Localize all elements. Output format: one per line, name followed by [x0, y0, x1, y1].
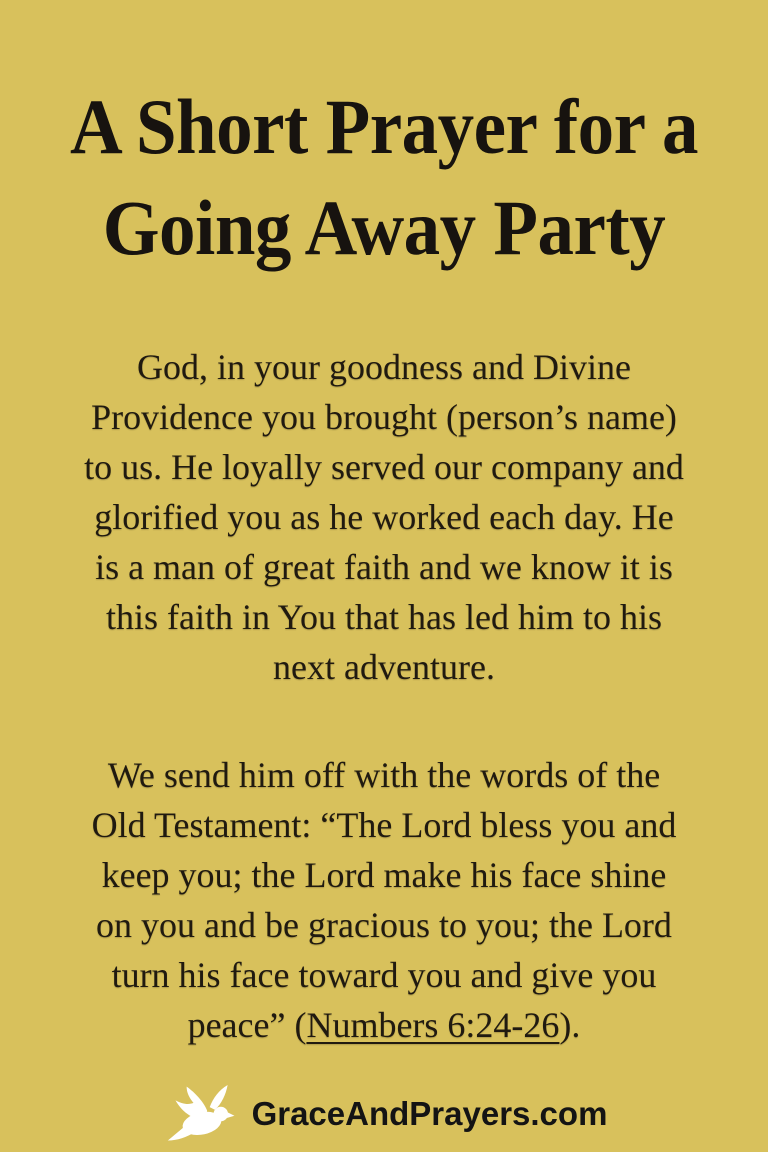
- prayer-paragraph-2: [0, 750, 768, 1050]
- dove-icon: [161, 1084, 243, 1144]
- page-title: [0, 76, 768, 278]
- prayer-line: We send him off with the words of the: [107, 755, 661, 795]
- prayer-line: glorified you as he worked each day. He: [94, 497, 674, 537]
- reference-prefix: peace” (: [187, 1005, 307, 1045]
- prayer-line: on you and be gracious to you; the Lord: [96, 905, 672, 945]
- reference-suffix: ).: [559, 1005, 581, 1045]
- site-branding: [0, 1084, 768, 1144]
- prayer-paragraph-1: [0, 342, 768, 692]
- prayer-line: Old Testament: “The Lord bless you and: [91, 805, 677, 845]
- prayer-line: to us. He loyally served our company and: [84, 447, 684, 487]
- prayer-line: this faith in You that has led him to his: [105, 597, 662, 637]
- prayer-line: keep you; the Lord make his face shine: [101, 855, 667, 895]
- prayer-line: is a man of great faith and we know it is: [95, 547, 673, 587]
- scripture-reference-link[interactable]: Numbers 6:24-26: [306, 1005, 560, 1045]
- site-name: GraceAndPrayers.com: [251, 1095, 608, 1132]
- prayer-line-reference: [0, 1000, 768, 1050]
- prayer-line: God, in your goodness and Divine: [137, 347, 631, 387]
- title-line-1: A Short Prayer for a: [70, 82, 698, 171]
- prayer-line: Providence you brought (person’s name): [91, 397, 677, 437]
- title-line-2: Going Away Party: [102, 183, 666, 272]
- prayer-line: next adventure.: [273, 647, 495, 687]
- prayer-line: turn his face toward you and give you: [111, 955, 657, 995]
